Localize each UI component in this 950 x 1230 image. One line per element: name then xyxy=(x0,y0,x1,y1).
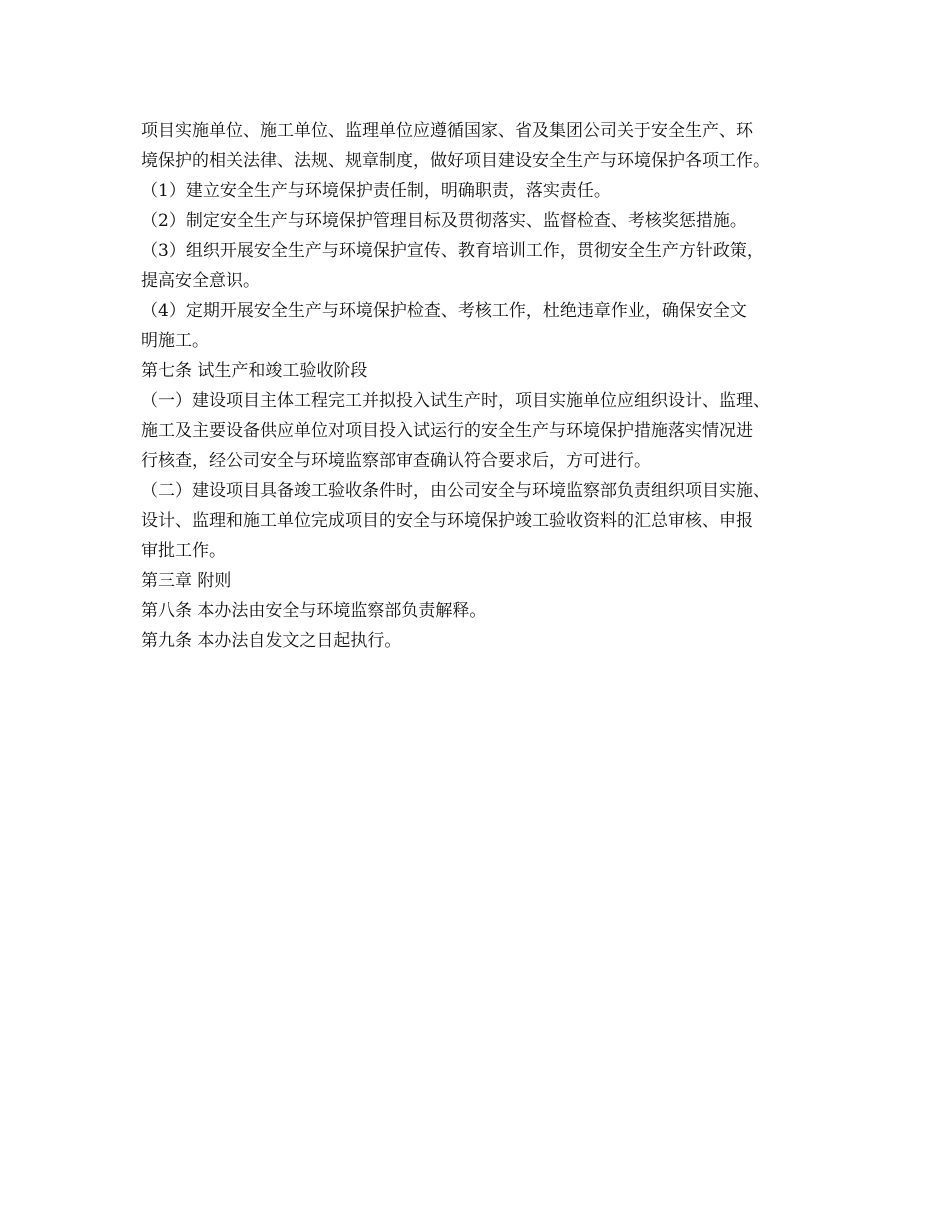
list-item: （二）建设项目具备竣工验收条件时，由公司安全与环境监察部负责组织项目实施、 xyxy=(141,481,770,501)
text-line: 境保护的相关法律、法规、规章制度，做好项目建设安全生产与环境保护各项工作。 xyxy=(141,151,770,171)
document-body xyxy=(141,116,841,656)
article-line: 第八条 本办法由安全与环境监察部负责解释。 xyxy=(141,601,487,621)
text-line: 项目实施单位、施工单位、监理单位应遵循国家、省及集团公司关于安全生产、环 xyxy=(141,121,753,141)
text-line: 提高安全意识。 xyxy=(141,271,260,291)
list-item: （4）定期开展安全生产与环境保护检查、考核工作，杜绝违章作业，确保安全文 xyxy=(141,301,747,321)
text-line: 行核查，经公司安全与环境监察部审查确认符合要求后，方可进行。 xyxy=(141,451,651,471)
text-line: 明施工。 xyxy=(141,331,209,351)
list-item: （3）组织开展安全生产与环境保护宣传、教育培训工作，贯彻安全生产方针政策， xyxy=(141,241,764,261)
list-item: （一）建设项目主体工程完工并拟投入试生产时，项目实施单位应组织设计、监理、 xyxy=(141,391,770,411)
article-heading: 第七条 试生产和竣工验收阶段 xyxy=(141,361,368,381)
list-item: （2）制定安全生产与环境保护管理目标及贯彻落实、监督检查、考核奖惩措施。 xyxy=(141,211,747,231)
text-line: 审批工作。 xyxy=(141,541,226,561)
article-line: 第九条 本办法自发文之日起执行。 xyxy=(141,631,402,651)
chapter-heading: 第三章 附则 xyxy=(141,571,232,591)
text-line: 施工及主要设备供应单位对项目投入试运行的安全生产与环境保护措施落实情况进 xyxy=(141,421,753,441)
list-item: （1）建立安全生产与环境保护责任制，明确职责，落实责任。 xyxy=(141,181,611,201)
text-line: 设计、监理和施工单位完成项目的安全与环境保护竣工验收资料的汇总审核、申报 xyxy=(141,511,753,531)
